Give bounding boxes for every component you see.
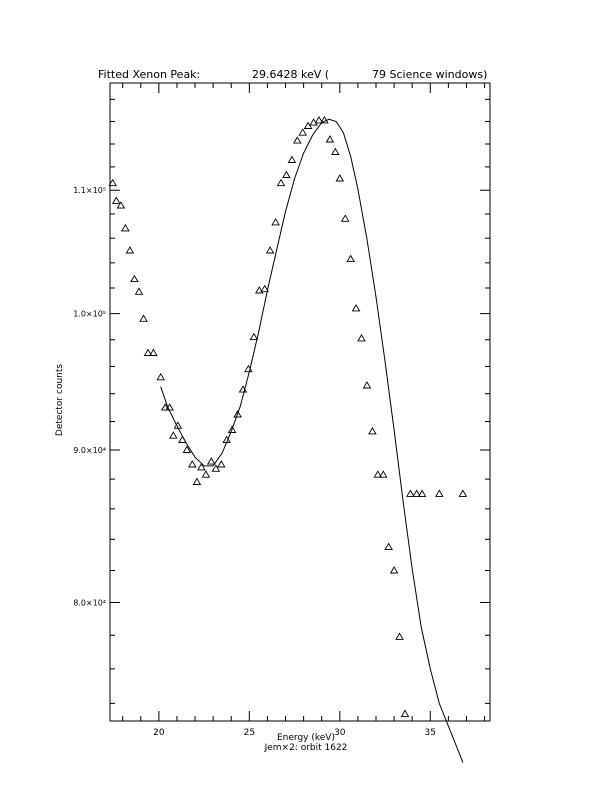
data-point [299, 129, 306, 135]
data-point [218, 461, 225, 467]
data-point [193, 479, 200, 485]
data-point [267, 247, 274, 253]
data-point [347, 256, 354, 262]
data-point [250, 334, 257, 340]
data-point [436, 490, 443, 496]
data-point [391, 567, 398, 573]
data-point [198, 464, 205, 470]
data-point [332, 149, 339, 155]
y-tick-label: 8.0×10⁴ [73, 598, 106, 608]
y-tick-label: 9.0×10⁴ [73, 445, 106, 455]
chart-title-label: Fitted Xenon Peak: [98, 68, 201, 81]
data-point [272, 219, 279, 225]
fit-curve [161, 119, 463, 762]
data-point [369, 428, 376, 434]
y-axis-ticks [110, 99, 490, 703]
data-point [202, 471, 209, 477]
x-tick-label: 30 [334, 728, 346, 738]
data-point [358, 335, 365, 341]
y-axis-label: Detector counts [55, 363, 65, 437]
data-point [136, 288, 143, 294]
data-point [140, 315, 147, 321]
x-tick-label: 35 [424, 728, 437, 738]
data-point [342, 215, 349, 221]
data-point [122, 225, 129, 231]
data-point [157, 374, 164, 380]
data-point [283, 172, 290, 178]
y-tick-label: 1.1×10⁵ [73, 186, 106, 196]
data-point [294, 137, 301, 143]
data-point [336, 175, 343, 181]
fit-line [161, 119, 463, 762]
y-tick-label: 1.0×10⁵ [73, 309, 106, 319]
tick-labels [73, 186, 436, 738]
data-point [407, 490, 414, 496]
x-tick-label: 20 [153, 728, 165, 738]
data-point [364, 382, 371, 388]
data-point [113, 197, 120, 203]
chart-footer: Jem×2: orbit 1622 [264, 743, 348, 753]
data-point [402, 710, 409, 716]
chart-title-energy: 29.6428 keV ( [252, 68, 330, 81]
plot-frame [110, 83, 490, 721]
data-point [288, 157, 295, 163]
data-point [396, 633, 403, 639]
data-point [326, 136, 333, 142]
data-point [126, 247, 133, 253]
x-tick-label: 25 [243, 728, 256, 738]
x-axis-label: Energy (keV) [277, 733, 335, 743]
data-point [170, 432, 177, 438]
data-point [131, 276, 138, 282]
data-points [109, 117, 466, 717]
data-point [208, 458, 215, 464]
chart-title-windows: 79 Science windows) [372, 68, 488, 81]
data-point [459, 490, 466, 496]
plot-border [110, 83, 490, 721]
x-axis-ticks [123, 83, 485, 721]
data-point [278, 180, 285, 186]
data-point [385, 544, 392, 550]
data-point [189, 461, 196, 467]
data-point [353, 305, 360, 311]
